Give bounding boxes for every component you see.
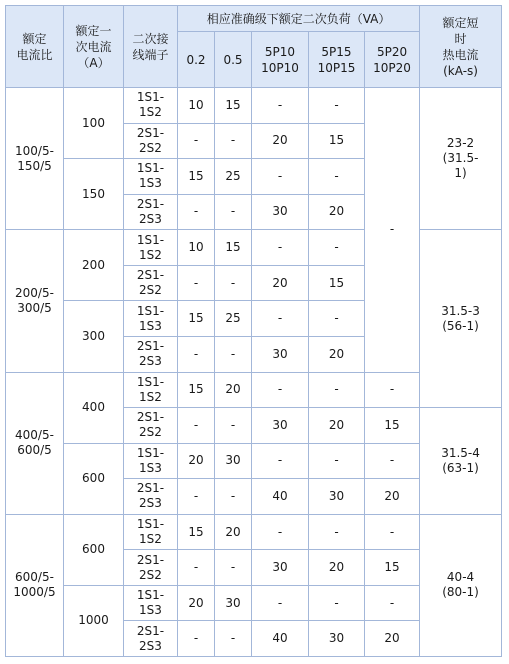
table-row — [6, 88, 502, 124]
header-class-0-5: 0.5 — [215, 32, 252, 88]
thermal-current-cell: 31.5-3 (56-1) — [420, 230, 502, 408]
burden-value-cell: 20 — [365, 621, 420, 657]
burden-value-cell: 30 — [309, 479, 365, 515]
burden-value-cell: - — [252, 301, 309, 337]
ct-burden-table — [5, 5, 502, 657]
burden-value-cell: - — [309, 159, 365, 195]
primary-current-cell: 600 — [64, 514, 124, 585]
primary-current-cell: 150 — [64, 159, 124, 230]
burden-value-cell: - — [252, 514, 309, 550]
burden-value-cell: 20 — [252, 123, 309, 159]
header-class-5p15: 5P15 10P15 — [309, 32, 365, 88]
terminal-cell: 2S1- 2S3 — [124, 479, 178, 515]
burden-value-cell: - — [252, 159, 309, 195]
header-secondary-burden: 相应准确级下额定二次负荷（VA） — [178, 6, 420, 32]
burden-value-cell: 30 — [252, 550, 309, 586]
burden-value-cell: 20 — [215, 372, 252, 408]
burden-value-cell: 20 — [215, 514, 252, 550]
burden-value-cell: 30 — [215, 585, 252, 621]
primary-current-cell: 600 — [64, 443, 124, 514]
burden-value-cell: - — [309, 443, 365, 479]
burden-value-cell: 30 — [252, 408, 309, 444]
burden-value-cell: - — [215, 336, 252, 372]
burden-value-cell: - — [178, 194, 215, 230]
header-secondary-terminal: 二次接 线端子 — [124, 6, 178, 88]
terminal-cell: 1S1- 1S2 — [124, 514, 178, 550]
burden-value-cell: - — [178, 408, 215, 444]
primary-current-cell: 400 — [64, 372, 124, 443]
burden-value-cell: 20 — [252, 265, 309, 301]
burden-value-cell: - — [309, 585, 365, 621]
burden-value-cell: - — [365, 372, 420, 408]
rated-ratio-cell: 200/5- 300/5 — [6, 230, 64, 372]
terminal-cell: 2S1- 2S2 — [124, 408, 178, 444]
burden-value-cell: - — [309, 301, 365, 337]
terminal-cell: 2S1- 2S3 — [124, 336, 178, 372]
burden-value-cell: - — [178, 336, 215, 372]
burden-value-cell: 15 — [309, 265, 365, 301]
table-row — [6, 514, 502, 550]
burden-value-cell: - — [309, 372, 365, 408]
terminal-cell: 1S1- 1S3 — [124, 585, 178, 621]
burden-value-cell: 20 — [309, 408, 365, 444]
burden-value-cell: 15 — [309, 123, 365, 159]
burden-value-cell: - — [309, 88, 365, 124]
rated-ratio-cell: 100/5- 150/5 — [6, 88, 64, 230]
rated-ratio-cell: 600/5- 1000/5 — [6, 514, 64, 656]
burden-value-cell: 15 — [178, 372, 215, 408]
burden-value-cell: - — [252, 585, 309, 621]
burden-value-cell: - — [215, 123, 252, 159]
burden-value-cell: 15 — [215, 230, 252, 266]
header-class-0-2: 0.2 — [178, 32, 215, 88]
terminal-cell: 1S1- 1S3 — [124, 443, 178, 479]
terminal-cell: 2S1- 2S2 — [124, 550, 178, 586]
header-short-time-thermal-current: 额定短 时 热电流 (kA-s) — [420, 6, 502, 88]
burden-value-cell: 20 — [365, 479, 420, 515]
burden-value-cell: - — [215, 194, 252, 230]
terminal-cell: 2S1- 2S3 — [124, 621, 178, 657]
header-rated-ratio: 额定 电流比 — [6, 6, 64, 88]
burden-value-cell: 10 — [178, 230, 215, 266]
burden-value-cell: - — [215, 621, 252, 657]
terminal-cell: 1S1- 1S2 — [124, 88, 178, 124]
header-rated-primary-current: 额定一 次电流 （A） — [64, 6, 124, 88]
primary-current-cell: 1000 — [64, 585, 124, 656]
thermal-current-cell: 40-4 (80-1) — [420, 514, 502, 656]
burden-value-cell: - — [178, 479, 215, 515]
burden-value-cell: - — [365, 514, 420, 550]
thermal-current-cell: 23-2 (31.5- 1) — [420, 88, 502, 230]
terminal-cell: 1S1- 1S3 — [124, 301, 178, 337]
burden-value-cell: - — [215, 550, 252, 586]
primary-current-cell: 300 — [64, 301, 124, 372]
burden-value-cell: 20 — [309, 550, 365, 586]
header-class-5p20: 5P20 10P20 — [365, 32, 420, 88]
burden-value-cell: 20 — [178, 443, 215, 479]
burden-value-cell: 15 — [215, 88, 252, 124]
burden-value-cell: 40 — [252, 479, 309, 515]
burden-value-cell: 25 — [215, 301, 252, 337]
burden-value-cell: - — [252, 230, 309, 266]
burden-value-cell: - — [215, 408, 252, 444]
primary-current-cell: 100 — [64, 88, 124, 159]
burden-value-cell: 20 — [309, 194, 365, 230]
burden-value-cell: 30 — [252, 336, 309, 372]
header-class-5p10: 5P10 10P10 — [252, 32, 309, 88]
burden-value-cell: - — [309, 230, 365, 266]
burden-value-cell: 15 — [365, 408, 420, 444]
burden-value-cell: - — [365, 443, 420, 479]
burden-value-cell: 25 — [215, 159, 252, 195]
thermal-current-cell: 31.5-4 (63-1) — [420, 408, 502, 515]
burden-value-cell: - — [252, 372, 309, 408]
burden-value-cell: 30 — [215, 443, 252, 479]
burden-value-cell: - — [178, 550, 215, 586]
burden-value-cell: - — [215, 265, 252, 301]
burden-value-cell: - — [252, 443, 309, 479]
terminal-cell: 2S1- 2S3 — [124, 194, 178, 230]
burden-value-cell: - — [178, 123, 215, 159]
table-row — [6, 230, 502, 266]
burden-value-cell: 30 — [309, 621, 365, 657]
terminal-cell: 1S1- 1S2 — [124, 372, 178, 408]
burden-value-cell: - — [178, 621, 215, 657]
primary-current-cell: 200 — [64, 230, 124, 301]
burden-value-cell: 40 — [252, 621, 309, 657]
terminal-cell: 1S1- 1S3 — [124, 159, 178, 195]
burden-value-cell: 15 — [178, 514, 215, 550]
burden-value-cell: - — [365, 585, 420, 621]
terminal-cell: 1S1- 1S2 — [124, 230, 178, 266]
burden-value-cell: 30 — [252, 194, 309, 230]
burden-value-cell: 15 — [178, 159, 215, 195]
burden-value-cell: 15 — [365, 550, 420, 586]
burden-value-cell: 15 — [178, 301, 215, 337]
terminal-cell: 2S1- 2S2 — [124, 265, 178, 301]
burden-value-cell: 20 — [178, 585, 215, 621]
burden-value-cell: - — [178, 265, 215, 301]
burden-value-cell: - — [309, 514, 365, 550]
rated-ratio-cell: 400/5- 600/5 — [6, 372, 64, 514]
burden-value-cell: - — [252, 88, 309, 124]
burden-value-cell: 20 — [309, 336, 365, 372]
burden-value-cell: 10 — [178, 88, 215, 124]
table-body — [6, 88, 502, 657]
terminal-cell: 2S1- 2S2 — [124, 123, 178, 159]
burden-5p20-merged-cell: - — [365, 88, 420, 373]
burden-value-cell: - — [215, 479, 252, 515]
